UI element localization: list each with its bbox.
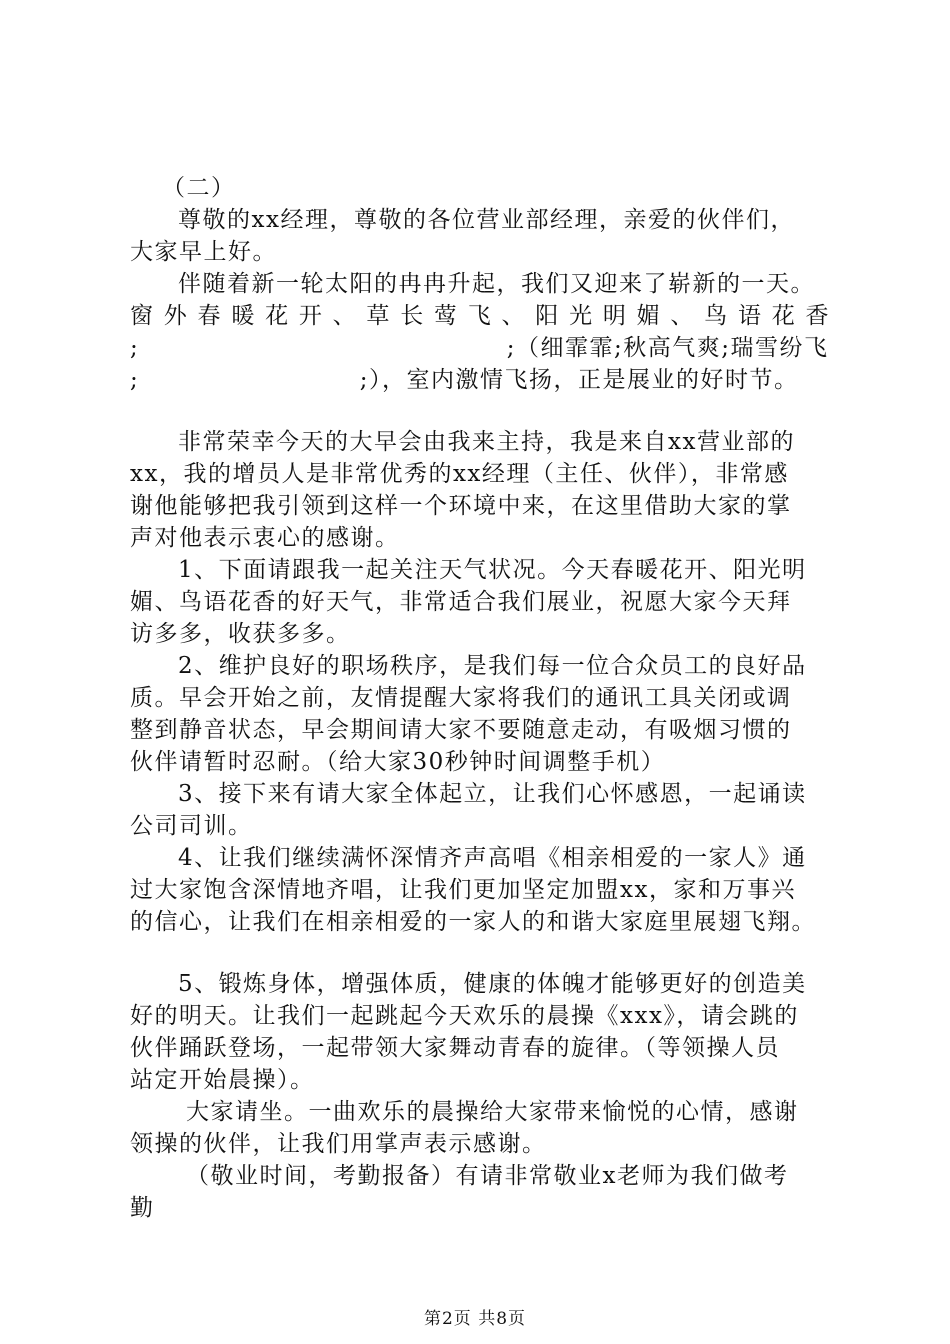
text-line: 公司司训。 — [130, 813, 253, 839]
text-line: 领操的伙伴，让我们用掌声表示感谢。 — [130, 1131, 547, 1157]
text-line: 2、维护良好的职场秩序，是我们每一位合众员工的良好品 — [178, 653, 807, 679]
text-line: 站定开始晨操）。 — [130, 1067, 315, 1093]
text-line: 的信心，让我们在相亲相爱的一家人的和谐大家庭里展翅飞翔。 — [130, 909, 816, 935]
text-line: 非常荣幸今天的大早会由我来主持，我是来自xx营业部的 — [178, 429, 795, 455]
text-line: 5、锻炼身体，增强体质，健康的体魄才能够更好的创造美 — [178, 971, 807, 997]
text-line: 大家请坐。一曲欢乐的晨操给大家带来愉悦的心情，感谢 — [186, 1099, 799, 1125]
text-line: ; ;），室内激情飞扬，正是展业的好时节。 — [130, 367, 799, 393]
text-line: （敬业时间，考勤报备）有请非常敬业x老师为我们做考 — [186, 1163, 789, 1189]
text-line: 声对他表示衷心的感谢。 — [130, 525, 400, 551]
text-line: 质。早会开始之前，友情提醒大家将我们的通讯工具关闭或调 — [130, 685, 792, 711]
text-line: 大家早上好。 — [130, 239, 277, 265]
text-line: 访多多，收获多多。 — [130, 621, 351, 647]
text-line: 伙伴踊跃登场，一起带领大家舞动青春的旋律。（等领操人员 — [130, 1035, 780, 1061]
text-line: ; ;（细霏霏;秋高气爽;瑞雪纷飞 — [130, 335, 829, 361]
text-line: 勤 — [130, 1195, 155, 1221]
text-line: 媚、鸟语花香的好天气，非常适合我们展业，祝愿大家今天拜 — [130, 589, 792, 615]
text-line: 过大家饱含深情地齐唱，让我们更加坚定加盟xx，家和万事兴 — [130, 877, 796, 903]
text-line: 谢他能够把我引领到这样一个环境中来，在这里借助大家的掌 — [130, 493, 792, 519]
document-body — [130, 172, 830, 1224]
text-line: 4、让我们继续满怀深情齐声高唱《相亲相爱的一家人》通 — [178, 845, 807, 871]
text-line: 整到静音状态，早会期间请大家不要随意走动，有吸烟习惯的 — [130, 717, 792, 743]
text-line: 伙伴请暂时忍耐。（给大家30秒钟时间调整手机） — [130, 749, 666, 775]
text-line: 3、接下来有请大家全体起立，让我们心怀感恩，一起诵读 — [178, 781, 807, 807]
text-line: 尊敬的xx经理，尊敬的各位营业部经理，亲爱的伙伴们， — [178, 207, 795, 233]
text-line: xx，我的增员人是非常优秀的xx经理（主任、伙伴），非常感 — [130, 461, 789, 487]
text-line: 1、下面请跟我一起关注天气状况。今天春暖花开、阳光明 — [178, 557, 807, 583]
section-heading: （二） — [162, 175, 236, 201]
text-line: 窗外春暖花开、草长莺飞、阳光明媚、鸟语花香 — [130, 303, 830, 329]
page-number-footer: 第2页 共8页 — [423, 1309, 527, 1329]
text-line: 伴随着新一轮太阳的冉冉升起，我们又迎来了崭新的一天。 — [178, 271, 815, 297]
text-line: 好的明天。让我们一起跳起今天欢乐的晨操《xxx》，请会跳的 — [130, 1003, 799, 1029]
